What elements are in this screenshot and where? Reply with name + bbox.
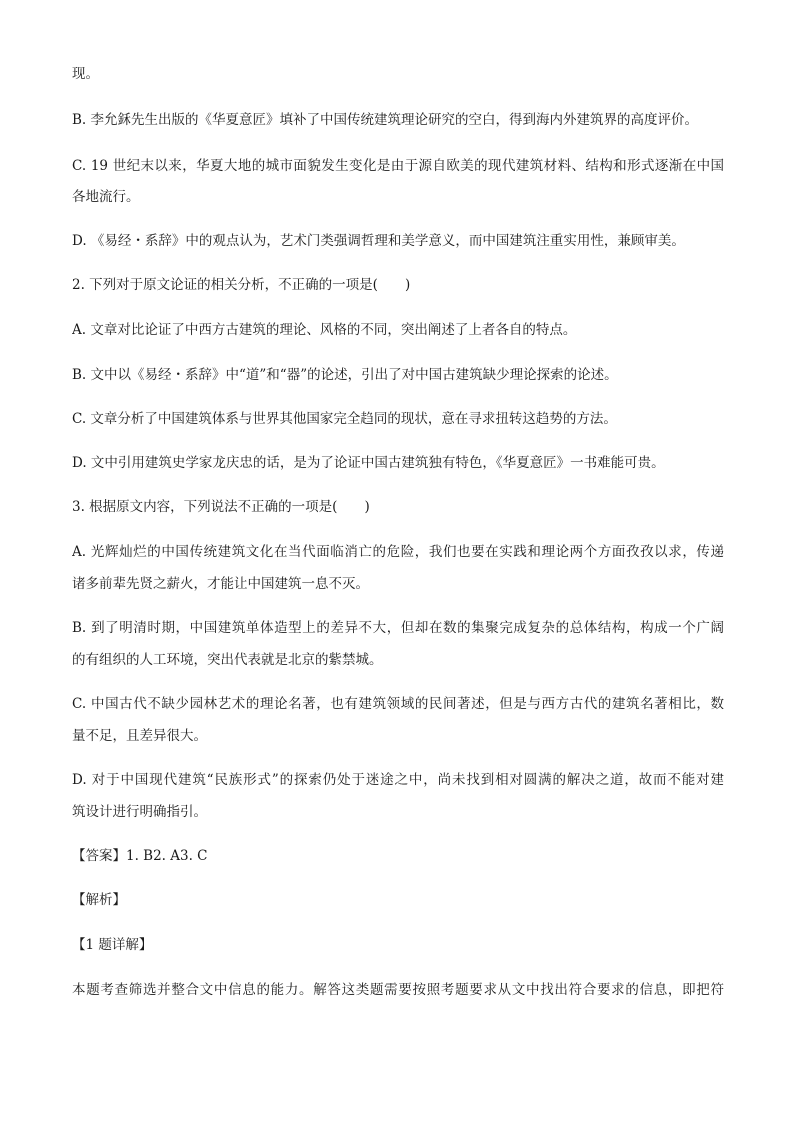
- text-line: 现。: [72, 66, 99, 82]
- detail-heading: 【1 题详解】: [72, 937, 153, 953]
- q3-option-b-continued: 的有组织的人工环境，突出代表就是北京的紫禁城。: [72, 652, 383, 668]
- q2-option-b: B. 文中以《易经・系辞》中“道”和“器”的论述，引出了对中国古建筑缺少理论探索的论述。: [72, 367, 618, 383]
- q3-option-d-continued: 筑设计进行明确指引。: [72, 804, 207, 820]
- q3-option-a-continued: 诸多前辈先贤之薪火，才能让中国建筑一息不灭。: [72, 576, 369, 592]
- q2-option-d: D. 文中引用建筑史学家龙庆忠的话，是为了论证中国古建筑独有特色，《华夏意匠》一书难能可贵。: [72, 455, 665, 471]
- question-2-stem: 2. 下列对于原文论证的相关分析，不正确的一项是( ): [72, 277, 411, 293]
- q2-option-a: A. 文章对比论证了中西方古建筑的理论、风格的不同，突出阐述了上者各自的特点。: [72, 322, 577, 338]
- answer-line: 【答案】1. B2. A3. C: [72, 848, 208, 864]
- explanation-line: 本题考查筛选并整合文中信息的能力。解答这类题需要按照考题要求从文中找出符合要求的信息，即把符: [72, 982, 724, 998]
- q3-option-b: B. 到了明清时期，中国建筑单体造型上的差异不大，但却在数的集聚完成复杂的总体结构，构成一个广阔: [72, 620, 724, 636]
- q3-option-d: D. 对于中国现代建筑“民族形式”的探索仍处于迷途之中，尚未找到相对圆满的解决之道，故而不能对建: [72, 772, 724, 788]
- option-d-line: D. 《易经・系辞》中的观点认为，艺术门类强调哲理和美学意义，而中国建筑注重实用性，兼顾审美。: [72, 233, 685, 249]
- q3-option-c: C. 中国古代不缺少园林艺术的理论名著，也有建筑领域的民间著述，但是与西方古代的建筑名著相比，数: [72, 696, 724, 712]
- q3-option-c-continued: 量不足，且差异很大。: [72, 728, 207, 744]
- option-c-line: C. 19 世纪末以来，华夏大地的城市面貌发生变化是由于源自欧美的现代建筑材料、结构和形式逐渐在中国: [72, 158, 724, 174]
- analysis-heading: 【解析】: [72, 892, 126, 908]
- q3-option-a: A. 光辉灿烂的中国传统建筑文化在当代面临消亡的危险，我们也要在实践和理论两个方面孜孜以求，传递: [72, 544, 724, 560]
- option-b-line: B. 李允鉌先生出版的《华夏意匠》填补了中国传统建筑理论研究的空白，得到海内外建筑界的高度评价。: [72, 112, 699, 128]
- q2-option-c: C. 文章分析了中国建筑体系与世界其他国家完全趋同的现状，意在寻求扭转这趋势的方法。: [72, 411, 617, 427]
- question-3-stem: 3. 根据原文内容，下列说法不正确的一项是( ): [72, 499, 370, 515]
- option-c-continued: 各地流行。: [72, 189, 140, 205]
